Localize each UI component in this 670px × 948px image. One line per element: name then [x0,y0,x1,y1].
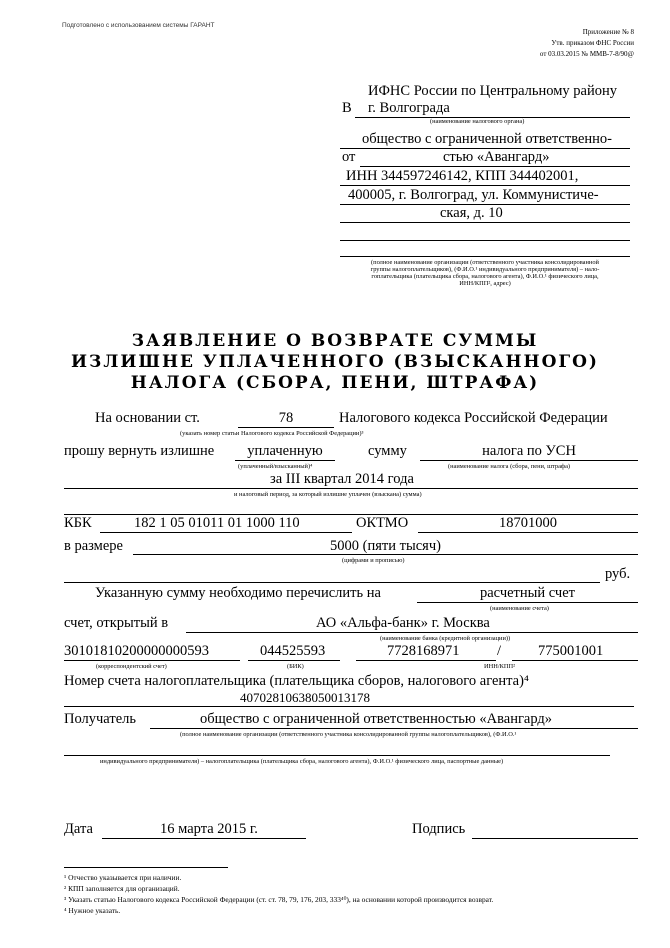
amount-value: 5000 (пяти тысяч) [330,538,441,554]
caption-org-1: (полное наименование организации (ответственного участника консолидированной [371,259,599,266]
date-label: Дата [64,821,93,837]
kbk-value: 182 1 05 01011 01 1000 110 [134,515,300,531]
org-line1: общество с ограниченной ответственно- [362,131,613,147]
account-type-underline [417,602,638,603]
date-underline [102,838,306,839]
footnote-3: ³ Указать статью Налогового кодекса Российской Федерации (ст. ст. 78, 79, 176, 203, 333⁴⁰), на основании которой производится возврат. [64,895,494,904]
caption-recipient-1: (полное наименование организации (ответственного участника консолидированной группы налогоплательщиков), (Ф.И.О.¹ [180,731,517,738]
caption-amount: (цифрами и прописью) [342,557,405,564]
recipient-label: Получатель [64,711,136,727]
caption-account-type: (наименование счета) [490,605,549,612]
request-prefix: прошу вернуть излишне [64,443,215,459]
title-line2: ИЗЛИШНЕ УПЛАЧЕННОГО (ВЗЫСКАННОГО) [71,352,599,372]
kbk-label: КБК [64,515,92,531]
tax-name: налога по УСН [482,443,576,459]
org-line3: ИНН 344597246142, КПП 344402001, [346,168,579,184]
appendix-number: Приложение № 8 [582,28,634,36]
bank-underline [186,632,638,633]
org-line4: 400005, г. Волгоград, ул. Коммунистиче- [348,187,599,203]
caption-tax: (наименование налога (сбора, пени, штрафа) [448,463,571,470]
title-line3: НАЛОГА (СБОРА, ПЕНИ, ШТРАФА) [130,373,540,393]
account-type: расчетный счет [480,585,575,601]
footnote-separator [64,867,228,868]
period-underline [64,488,638,489]
paid-type: уплаченную [247,443,323,459]
prefix-ot: от [342,149,356,165]
transfer-prefix: Указанную сумму необходимо перечислить на [95,585,381,601]
org-underline-2 [360,166,630,167]
recipient-continuation-line [64,755,610,756]
caption-authority: (наименование налогового органа) [430,118,525,125]
caption-org-3: гоплательщика (плательщика сбора, налогового агента), Ф.И.О.¹ физического лица, [371,273,599,280]
org-line5: ская, д. 10 [440,205,503,221]
tax-name-underline [420,460,638,461]
footnote-1: ¹ Отчество указывается при наличии. [64,873,182,882]
date-value: 16 марта 2015 г. [160,821,258,837]
amount-label: в размере [64,538,123,554]
org-underline-5 [340,222,630,223]
innkpp-slash: / [497,643,502,659]
garant-note: Подготовлено с использованием системы ГАРАНТ [62,22,215,29]
sum-word: сумму [368,443,407,459]
account-number: 40702810638050013178 [240,690,370,705]
caption-recipient-2: индивидуального предпринимателя) – налогоплательщика (плательщика сбора, налогового агента), Ф.И.О.¹ физического лица, паспортные данные) [100,758,504,765]
bik-value: 044525593 [260,643,326,659]
amount-continuation-line [64,582,600,583]
caption-org-2: группы налогоплательщиков), (Ф.И.О.¹ индивидуального предпринимателя) – нало- [370,266,600,273]
account-label: Номер счета налогоплательщика (плательщика сборов, налогового агента)⁴ [64,673,529,689]
org-underline-6 [340,240,630,241]
tax-office-line1: ИФНС России по Центральному району [368,83,617,99]
currency: руб. [605,566,631,582]
tax-office-line2: г. Волгограда [368,100,450,116]
caption-innkpp: ИНН/КПП² [484,663,516,670]
prefix-v: В [342,100,352,116]
paid-type-underline [235,460,335,461]
caption-corr: (корреспондентский счет) [96,663,167,670]
kpp-value: 775001001 [538,643,604,659]
corr-underline [64,660,240,661]
approval-line: Утв. приказом ФНС России [551,39,634,47]
caption-period: и налоговый период, за который излишне уплачен (взыскана) сумма) [234,491,422,498]
recipient-underline [150,728,638,729]
recipient-name: общество с ограниченной ответственностью «Авангард» [200,711,553,727]
caption-bik: (БИК) [287,663,304,670]
signature-underline [472,838,638,839]
inn-underline [356,660,496,661]
footnote-2: ² КПП заполняется для организаций. [64,884,180,893]
footnote-4: ⁴ Нужное указать. [64,906,121,915]
oktmo-underline [418,532,638,533]
account-underline [64,706,634,707]
signature-label: Подпись [412,821,466,837]
org-line2: стью «Авангард» [443,149,550,165]
kbk-underline [100,532,352,533]
oktmo-value: 18701000 [499,515,557,531]
approval-date: от 03.03.2015 № ММВ-7-8/90@ [539,50,634,58]
article-number: 78 [278,410,294,426]
caption-bank: (наименование банка (кредитной организации)) [380,635,511,642]
basis-prefix: На основании ст. [95,410,200,426]
caption-article: (указать номер статьи Налогового кодекса Российской Федерации)³ [180,430,364,437]
corr-account: 30101810200000000593 [64,643,209,659]
org-underline-3 [340,185,630,186]
bik-underline [248,660,340,661]
caption-org-4: ИНН/КПП², адрес) [459,280,511,287]
article-underline [238,427,334,428]
oktmo-label: ОКТМО [356,515,409,531]
caption-paid: (уплаченный/взысканный)⁴ [238,463,313,470]
bank-prefix: счет, открытый в [64,615,169,631]
title-line1: ЗАЯВЛЕНИЕ О ВОЗВРАТЕ СУММЫ [131,331,539,351]
basis-suffix: Налогового кодекса Российской Федерации [339,410,608,426]
kpp-underline [512,660,638,661]
org-underline-7 [340,256,630,257]
inn-value: 7728168971 [387,643,460,659]
period: за III квартал 2014 года [270,471,414,487]
bank-name: АО «Альфа-банк» г. Москва [316,615,490,631]
